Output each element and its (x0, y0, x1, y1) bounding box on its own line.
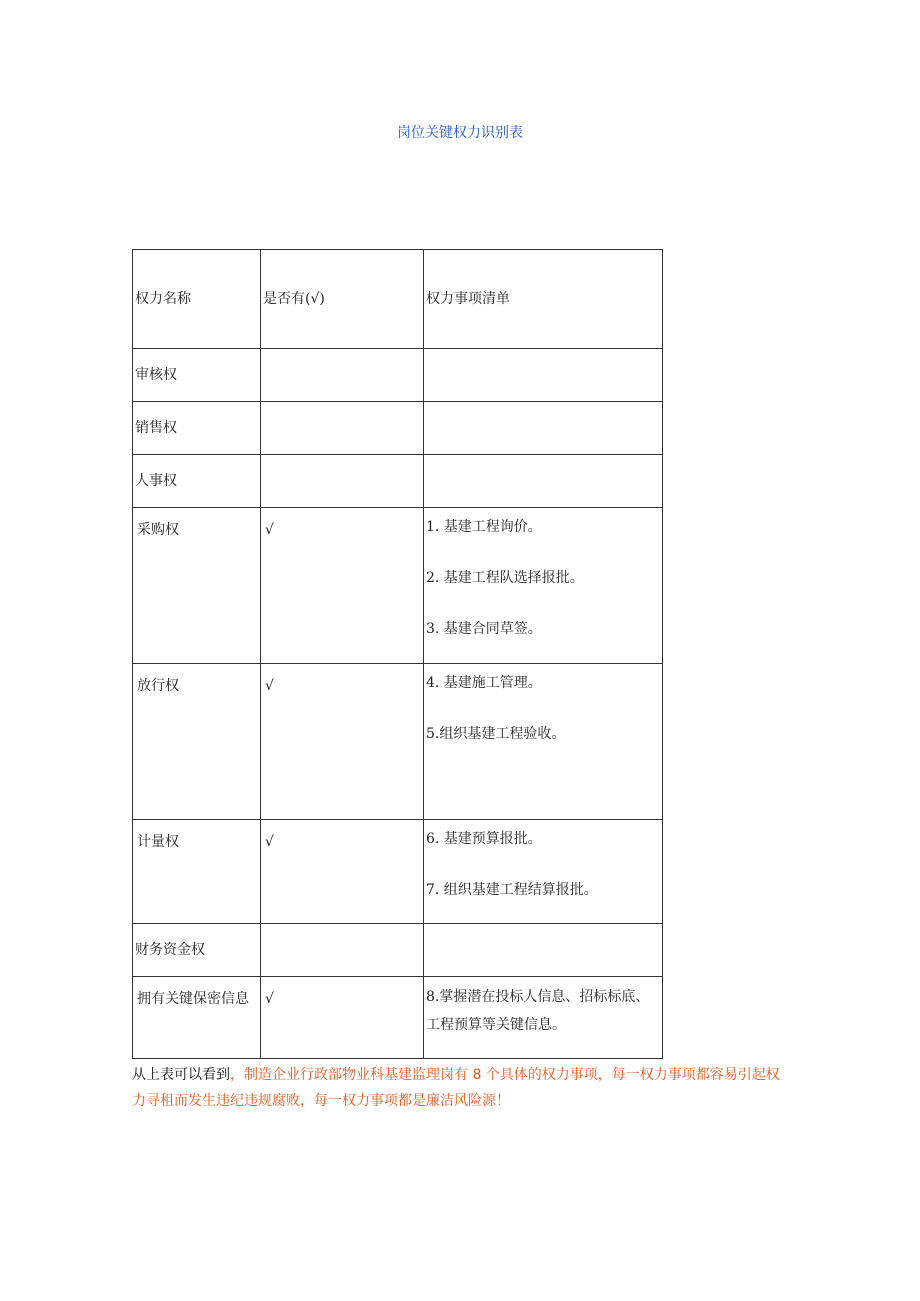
table-row (133, 349, 663, 402)
has-power-cell (261, 402, 424, 455)
power-item: 2. 基建工程队选择报批。 (426, 570, 584, 586)
power-item: 6. 基建预算报批。 (426, 831, 542, 847)
has-power-mark: √ (265, 522, 274, 538)
table-row (133, 664, 663, 820)
power-item: 3. 基建合同草签。 (426, 621, 542, 637)
power-items-cell (424, 977, 663, 1059)
power-name: 销售权 (135, 420, 177, 436)
power-name: 拥有关键保密信息 (137, 991, 249, 1007)
power-name: 审核权 (135, 367, 177, 383)
power-items-cell (424, 455, 663, 508)
has-power-cell (261, 924, 424, 977)
power-item: 7. 组织基建工程结算报批。 (426, 882, 598, 898)
power-items-cell (424, 508, 663, 664)
header-has-power: 是否有(√) (261, 250, 424, 349)
table-row (133, 977, 663, 1059)
table-header-row (133, 250, 663, 349)
power-item: 5.组织基建工程验收。 (426, 726, 566, 742)
has-power-cell (261, 455, 424, 508)
has-power-mark (263, 349, 423, 361)
power-items-cell (424, 664, 663, 820)
power-item: 1. 基建工程询价。 (426, 519, 542, 535)
has-power-mark (263, 455, 423, 467)
has-power-mark: √ (265, 678, 274, 694)
power-items-cell (424, 402, 663, 455)
has-power-mark: √ (265, 991, 274, 1007)
power-items-cell (424, 820, 663, 924)
has-power-mark (263, 924, 423, 936)
has-power-mark: √ (265, 834, 274, 850)
table-row (133, 924, 663, 977)
power-name: 财务资金权 (135, 942, 205, 958)
has-power-cell (261, 820, 424, 924)
header-power-name: 权力名称 (133, 250, 261, 349)
table-row (133, 820, 663, 924)
document-title: 岗位关键权力识别表 (397, 125, 523, 141)
summary-lead: 从上表可以看到 (132, 1067, 230, 1083)
power-items-cell (424, 349, 663, 402)
power-name: 放行权 (137, 678, 179, 694)
power-name: 人事权 (135, 473, 177, 489)
power-item: 4. 基建施工管理。 (426, 675, 542, 691)
has-power-cell (261, 508, 424, 664)
table-row (133, 508, 663, 664)
table-row (133, 455, 663, 508)
has-power-cell (261, 664, 424, 820)
header-power-items: 权力事项清单 (424, 250, 663, 349)
power-name: 采购权 (137, 522, 179, 538)
power-identification-table (132, 249, 663, 1059)
power-name: 计量权 (137, 834, 179, 850)
has-power-cell (261, 977, 424, 1059)
summary-paragraph (132, 1062, 792, 1114)
has-power-cell (261, 349, 424, 402)
has-power-mark (263, 402, 423, 414)
power-items-cell (424, 924, 663, 977)
power-item: 8.掌握潜在投标人信息、招标标底、工程预算等关键信息。 (426, 989, 650, 1033)
table-row (133, 402, 663, 455)
summary-text: ，制造企业行政部物业科基建监理岗有 8 个具体的权力事项，每一权力事项都容易引起权力寻租而发生违纪违规腐败，每一权力事项都是廉洁风险源！ (132, 1067, 780, 1109)
